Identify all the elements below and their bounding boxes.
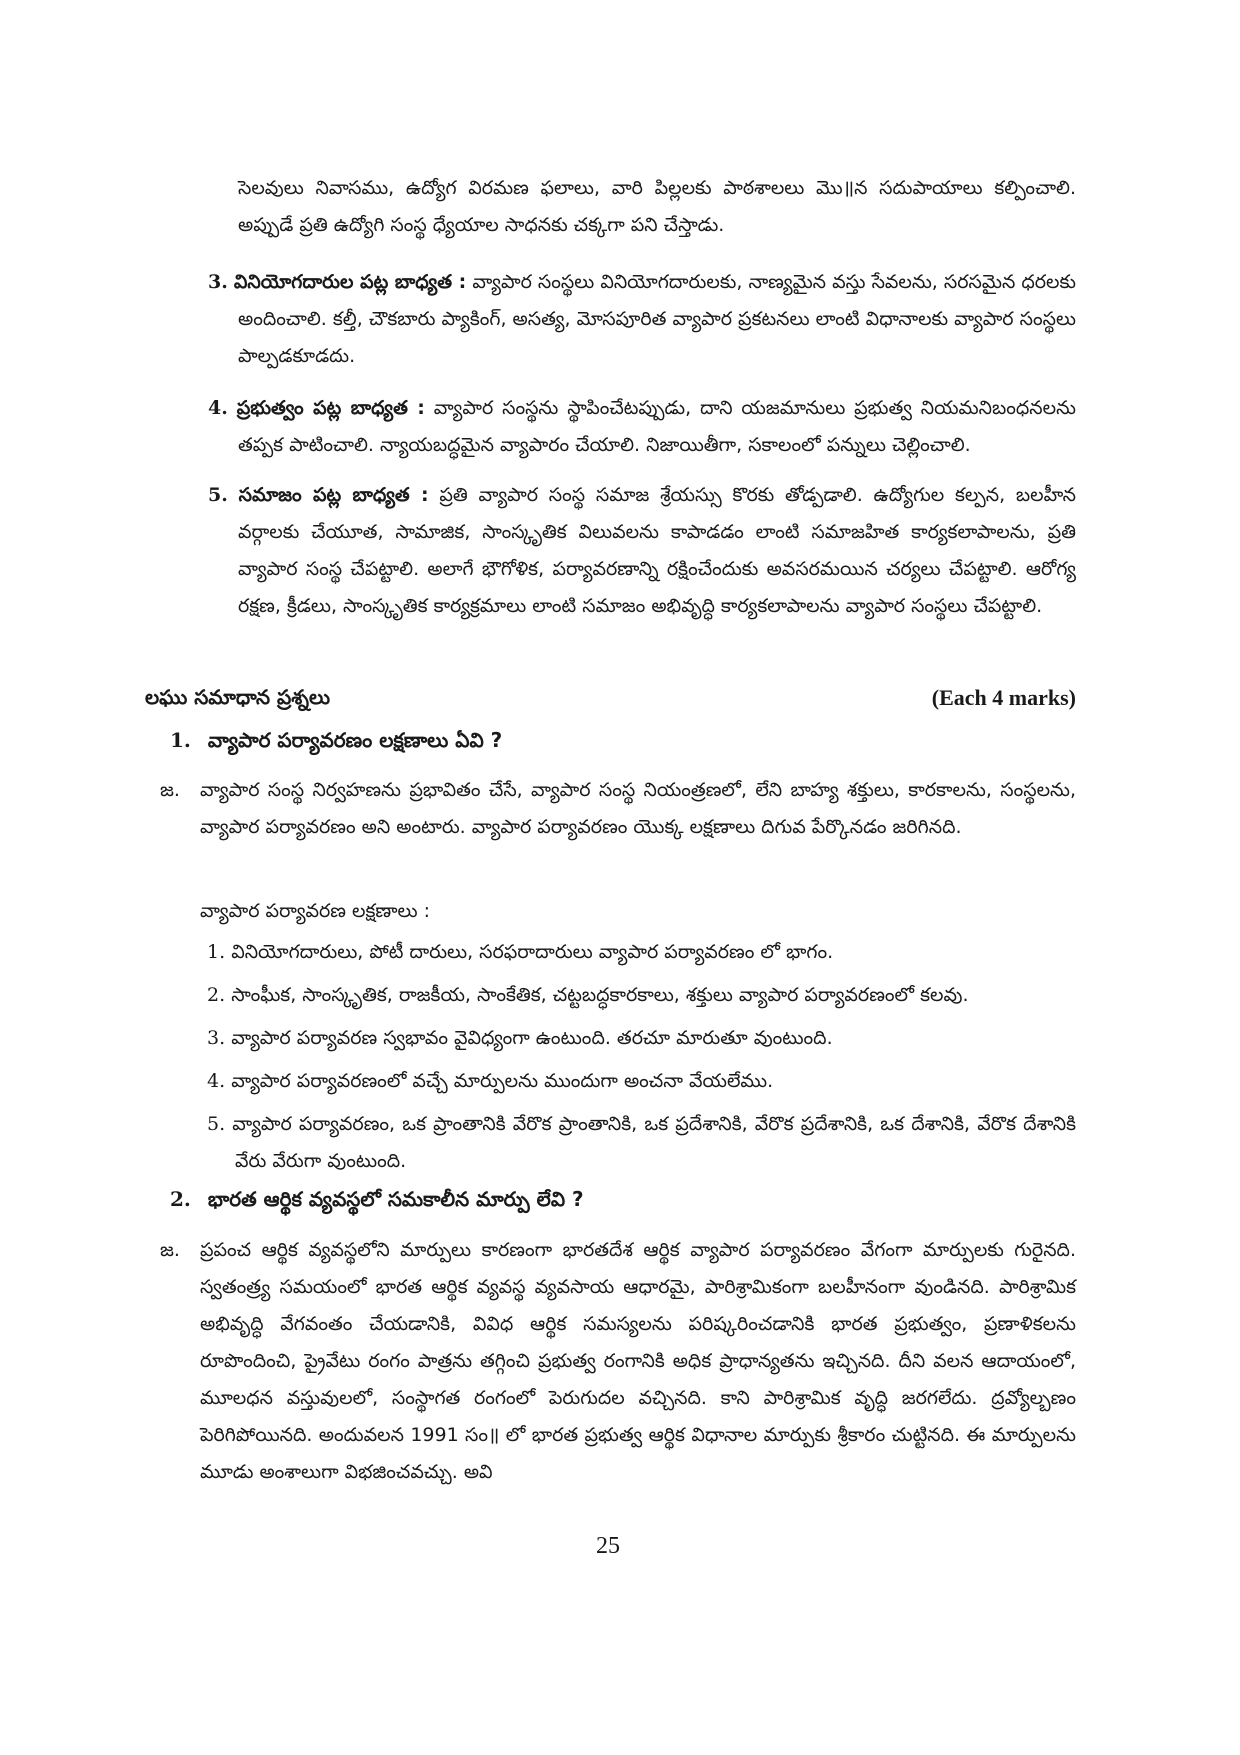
list-item: 4. వ్యాపార పర్యావరణంలో వచ్చే మార్పులను ముందుగా అంచనా వేయలేము. — [207, 1070, 774, 1092]
answer-label: జ. — [160, 779, 180, 801]
question-number: 2. — [170, 1187, 191, 1211]
item-title: వినియోగదారుల పట్ల బాధ్యత : — [233, 271, 467, 293]
section-marks: (Each 4 marks) — [931, 685, 1076, 710]
features-list-title: వ్యాపార పర్యావరణ లక్షణాలు : — [200, 900, 431, 922]
item-text: వ్యాపార సంస్థలు వినియోగదారులకు, నాణ్యమైన వస్తు సేవలను, సరసమైన ధరలకు అందించాలి. కల్తీ, చౌకబారు ప్యాకింగ్, అసత్య, మోసపూరిత వ్యాపార ప్రకటనలు లాంటి విధానాలకు వ్యాపార సంస్థలు పాల్పడకూడదు. — [238, 271, 1077, 367]
list-item: 5. వ్యాపార పర్యావరణం, ఒక ప్రాంతానికి వేరొక ప్రాంతానికి, ఒక ప్రదేశానికి, వేరొక ప్రదేశానికి, ఒక దేశానికి, వేరొక దేశానికి వేరు వేరుగా వుంటుంది. — [207, 1113, 1077, 1172]
list-item: 2. సాంఘీక, సాంస్కృతిక, రాజకీయ, సాంకేతిక, చట్టబద్ధకారకాలు, శక్తులు వ్యాపార పర్యావరణంలో కలవు. — [207, 984, 969, 1006]
list-item: 3. వ్యాపార పర్యావరణ స్వభావం వైవిధ్యంగా ఉంటుంది. తరచూ మారుతూ వుంటుంది. — [207, 1027, 833, 1049]
item-number: 5. — [208, 484, 228, 506]
section-heading: లఘు సమాధాన ప్రశ్నలు — [145, 685, 331, 709]
question-text: భారత ఆర్థిక వ్యవస్థలో సమకాలీన మార్పు లేవి ? — [207, 1187, 584, 1211]
responsibility-government — [208, 390, 1076, 464]
responsibility-society — [208, 477, 1076, 625]
question-text: వ్యాపార పర్యావరణం లక్షణాలు ఏవి ? — [207, 728, 503, 752]
question-2 — [170, 1181, 584, 1218]
page-number: 25 — [596, 1533, 620, 1559]
item-title: సమాజం పట్ల బాధ్యత : — [238, 484, 429, 506]
question-number: 1. — [170, 728, 191, 752]
list-item: 1. వినియోగదారులు, పోటీ దారులు, సరఫరాదారులు వ్యాపార పర్యావరణం లో భాగం. — [207, 941, 834, 963]
item-text: ప్రతి వ్యాపార సంస్థ సమాజ శ్రేయస్సు కొరకు తోడ్పడాలి. ఉద్యోగుల కల్పన, బలహీన వర్గాలకు చేయూత, సామాజిక, సాంస్కృతిక విలువలను కాపాడడం లాంటి సమాజహిత కార్యకలాపాలను, ప్రతి వ్యాపార సంస్థ చేపట్టాలి. అలాగే భౌగోళిక, పర్యావరణాన్ని రక్షించేందుకు అవసరమయిన చర్యలు చేపట్టాలి. ఆరోగ్య రక్షణ, క్రీడలు, సాంస్కృతిక కార్యక్రమాలు లాంటి సమాజం అభివృద్ధి కార్యకలాపాలను వ్యాపార సంస్థలు చేపట్టాలి. — [238, 484, 1076, 617]
answer-1-text: వ్యాపార సంస్థ నిర్వహణను ప్రభావితం చేసే, వ్యాపార సంస్థ నియంత్రణలో, లేని బాహ్య శక్తులు, కారకాలను, సంస్థలను, వ్యాపార పర్యావరణం అని అంటారు. వ్యాపార పర్యావరణం యొక్క లక్షణాలు దిగువ పేర్కొనడం జరిగినది. — [200, 779, 1076, 838]
question-1 — [170, 722, 502, 759]
item-title: ప్రభుత్వం పట్ల బాధ్యత : — [236, 397, 425, 419]
item-text: వ్యాపార సంస్థను స్థాపించేటప్పుడు, దాని యజమానులు ప్రభుత్వ నియమనిబంధనలను తప్పక పాటించాలి. న్యాయబద్ధమైన వ్యాపారం చేయాలి. నిజాయితీగా, సకాలంలో పన్నులు చెల్లించాలి. — [238, 397, 1076, 456]
answer-label: జ. — [160, 1239, 180, 1261]
responsibility-consumers — [208, 264, 1077, 375]
intro-continuation: సెలవులు నివాసము, ఉద్యోగ విరమణ ఫలాలు, వారి పిల్లలకు పాఠశాలలు మొ॥న సదుపాయాలు కల్పించాలి. అప్పుడే ప్రతి ఉద్యోగి సంస్థ ధ్యేయాల సాధనకు చక్కగా పని చేస్తాడు. — [238, 177, 1076, 236]
item-number: 4. — [208, 397, 228, 419]
item-number: 3. — [208, 271, 228, 293]
answer-2-text: ప్రపంచ ఆర్థిక వ్యవస్థలోని మార్పులు కారణంగా భారతదేశ ఆర్థిక వ్యాపార పర్యావరణం వేగంగా మార్పులకు గురైనది. స్వతంత్ర్య సమయంలో భారత ఆర్థిక వ్యవస్థ వ్యవసాయ ఆధారమై, పారిశ్రామికంగా బలహీనంగా వుండినది. పారిశ్రామిక అభివృద్ధి వేగవంతం చేయడానికి, వివిధ ఆర్థిక సమస్యలను పరిష్కరించడానికి భారత ప్రభుత్వం, ప్రణాళికలను రూపొందించి, ప్రైవేటు రంగం పాత్రను తగ్గించి ప్రభుత్వ రంగానికి అధిక ప్రాధాన్యతను ఇచ్చినది. దీని వలన ఆదాయంలో, మూలధన వస్తువులలో, సంస్థాగత రంగంలో పెరుగుదల వచ్చినది. కాని పారిశ్రామిక వృద్ధి జరగలేదు. ద్రవ్యోల్బణం పెరిగిపోయినది. అందువలన 1991 సం॥ లో భారత ప్రభుత్వ ఆర్థిక విధానాల మార్పుకు శ్రీకారం చుట్టినది. ఈ మార్పులను మూడు అంశాలుగా విభజించవచ్చు. అవి — [200, 1239, 1076, 1483]
